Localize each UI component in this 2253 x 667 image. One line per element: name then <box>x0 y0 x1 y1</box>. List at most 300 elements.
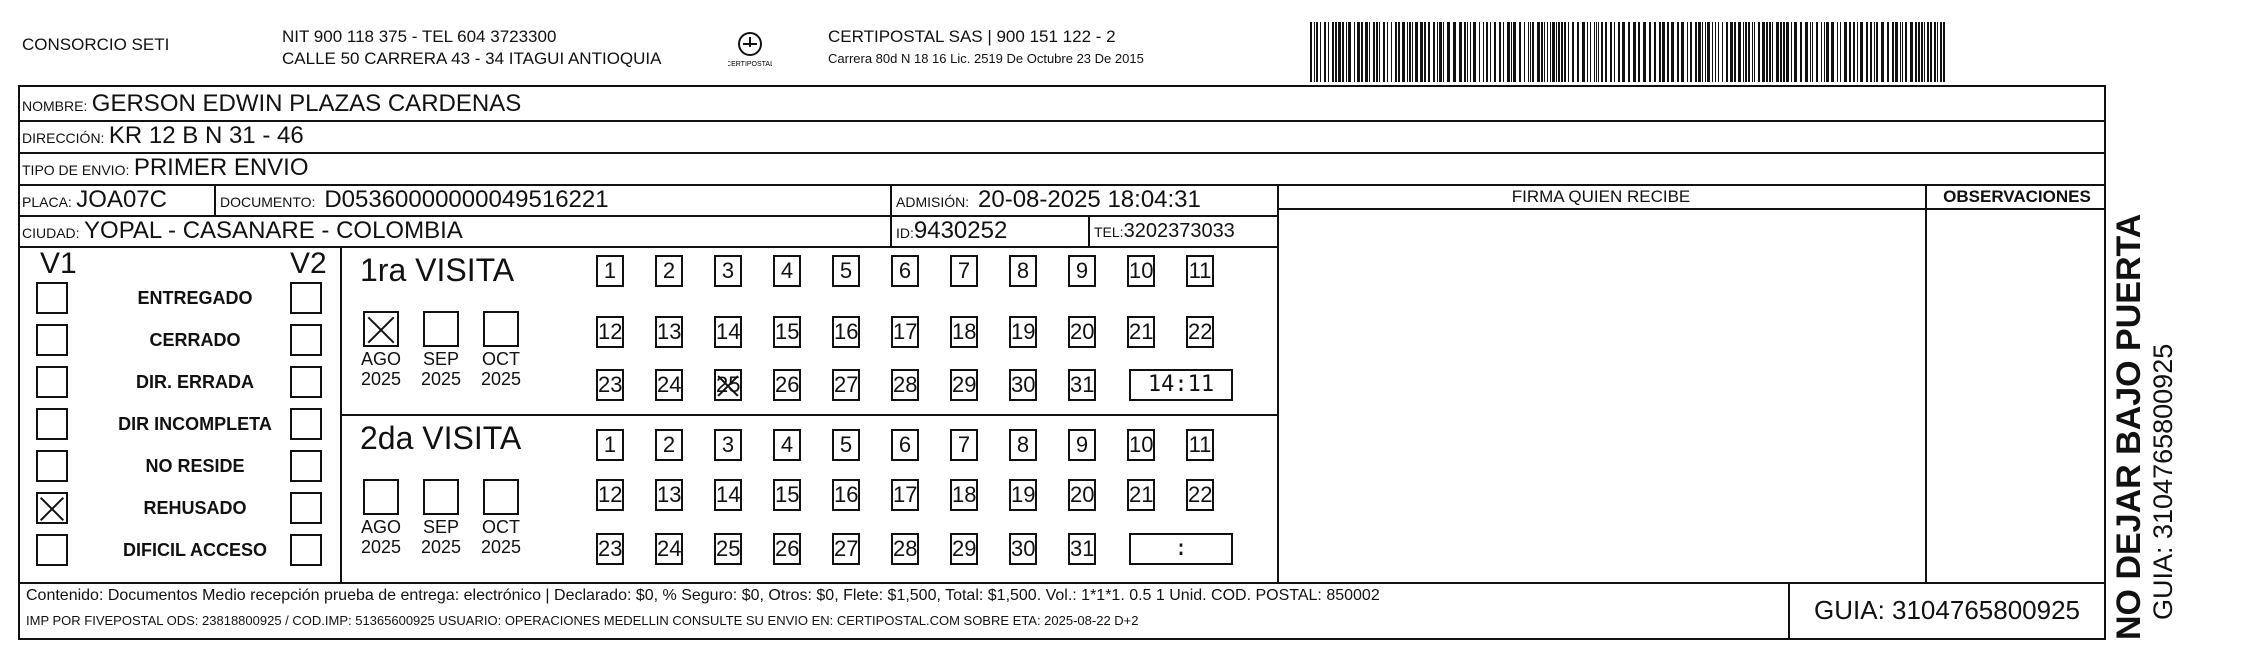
id-value: 9430252 <box>913 217 1008 244</box>
barcode-bar <box>1494 22 1496 82</box>
visit2-day[interactable]: 25 <box>714 533 742 565</box>
firma-header: FIRMA QUIEN RECIBE <box>1511 187 1691 206</box>
visit2-day[interactable]: 11 <box>1186 429 1214 461</box>
barcode-bar <box>1528 22 1529 82</box>
barcode-bar <box>1320 22 1321 82</box>
barcode-bar <box>1490 22 1491 82</box>
visit2-day[interactable]: 5 <box>832 429 860 461</box>
v1-header: V1 <box>40 247 77 280</box>
barcode-bar <box>1519 22 1521 82</box>
status-v2-checkbox[interactable] <box>290 450 322 482</box>
status-v2-checkbox[interactable] <box>290 282 322 314</box>
visit2-month-checkbox[interactable] <box>363 479 399 515</box>
status-label: REHUSADO <box>143 498 247 518</box>
barcode-bar <box>1507 22 1510 82</box>
barcode-bar <box>1702 22 1703 82</box>
tipo-value: PRIMER ENVIO <box>133 154 309 181</box>
license-line: Carrera 80d N 18 16 Lic. 2519 De Octubre 23 De 2015 <box>828 51 1144 66</box>
barcode-bar <box>1402 22 1405 82</box>
barcode-bar <box>1479 22 1480 82</box>
barcode-bar <box>1718 22 1719 82</box>
barcode-bar <box>1800 22 1802 82</box>
barcode-bar <box>1654 22 1656 82</box>
barcode-bar <box>1561 22 1563 82</box>
visit1-day[interactable]: 6 <box>891 255 919 287</box>
barcode-bar <box>1511 22 1512 82</box>
visit2-day[interactable]: 27 <box>832 533 860 565</box>
barcode-bar <box>1707 22 1710 82</box>
visit2-day[interactable]: 31 <box>1068 533 1096 565</box>
admision-row <box>896 185 1201 218</box>
barcode-bar <box>1346 22 1347 82</box>
barcode-bar <box>1643 22 1646 82</box>
visit1-day[interactable]: 30 <box>1009 369 1037 401</box>
barcode-bar <box>1558 22 1560 82</box>
visit2-day[interactable]: 1 <box>596 429 624 461</box>
visit2-day[interactable]: 7 <box>950 429 978 461</box>
barcode-bar <box>1667 22 1669 82</box>
barcode-bar <box>1786 22 1789 82</box>
barcode-bar <box>1357 22 1360 82</box>
certipostal-line: CERTIPOSTAL SAS | 900 151 122 - 2 <box>828 27 1116 46</box>
visit1-day[interactable]: 10 <box>1127 255 1155 287</box>
barcode-bar <box>1892 22 1894 82</box>
barcode-bar <box>1722 22 1723 82</box>
barcode-bar <box>1473 22 1476 82</box>
barcode-bar <box>1524 22 1525 82</box>
barcode-bar <box>1910 22 1913 82</box>
barcode-bar <box>1314 22 1315 82</box>
observaciones-header: OBSERVACIONES <box>1943 187 2091 206</box>
barcode-bar <box>1659 22 1661 82</box>
visit2-month-label: AGO 2025 <box>360 517 402 557</box>
barcode-bar <box>1730 22 1733 82</box>
visit2-day[interactable]: 10 <box>1127 429 1155 461</box>
visit1-day[interactable]: 24 <box>655 369 683 401</box>
ciudad-row <box>22 216 463 249</box>
barcode-bar <box>1695 22 1697 82</box>
visit1-month-label: SEP 2025 <box>420 349 462 389</box>
visit1-day[interactable]: 5 <box>832 255 860 287</box>
visit1-day[interactable]: 15 <box>773 316 801 348</box>
barcode-bar <box>1943 22 1945 82</box>
barcode-bar <box>1618 22 1620 82</box>
barcode-bar <box>1934 22 1936 82</box>
visit2-day[interactable]: 18 <box>950 479 978 511</box>
barcode-bar <box>1915 22 1917 82</box>
tel-label: TEL: <box>1094 224 1124 240</box>
barcode-bar <box>1805 22 1808 82</box>
tipo-row <box>22 153 309 186</box>
barcode-bar <box>1940 22 1942 82</box>
barcode-bar <box>1605 22 1607 82</box>
barcode-bar <box>1550 22 1551 82</box>
barcode-bar <box>1745 22 1747 82</box>
barcode-bar <box>1687 22 1688 82</box>
barcode-bar <box>1734 22 1736 82</box>
footer-guia: GUIA: 3104765800925 <box>1814 595 2080 625</box>
barcode-bar <box>1860 22 1863 82</box>
barcode-bar <box>1412 22 1413 82</box>
visit1-day[interactable]: 1 <box>596 255 624 287</box>
barcode-bar <box>1840 22 1841 82</box>
status-v1-checkbox[interactable] <box>36 408 68 440</box>
barcode-bar <box>1594 22 1595 82</box>
visit1-month-checkbox[interactable] <box>423 311 459 347</box>
barcode-bar <box>1874 22 1875 82</box>
barcode-bar <box>1328 22 1329 82</box>
barcode-bar <box>1715 22 1716 82</box>
direccion-label: DIRECCIÓN: <box>22 130 105 146</box>
visit1-day[interactable]: 11 <box>1186 255 1214 287</box>
status-v1-checkbox[interactable] <box>36 366 68 398</box>
visit2-day[interactable]: 6 <box>891 429 919 461</box>
status-label: DIR. ERRADA <box>135 372 254 392</box>
barcode-bar <box>1853 22 1855 82</box>
tel-value: 3202373033 <box>1123 220 1235 242</box>
barcode-bar <box>1544 22 1545 82</box>
visit1-day[interactable]: 3 <box>714 255 742 287</box>
barcode-bar <box>1596 22 1597 82</box>
side-guia: GUIA: 3104765800925 <box>2148 343 2178 620</box>
id-row <box>896 216 1007 249</box>
barcode-bar <box>1464 22 1466 82</box>
certipostal-logo <box>728 28 772 72</box>
visit1-day[interactable]: 2 <box>655 255 683 287</box>
status-label: ENTREGADO <box>137 288 253 308</box>
barcode-bar <box>1738 22 1741 82</box>
barcode-bar <box>1824 22 1825 82</box>
barcode-bar <box>1453 22 1456 82</box>
visit1-time-field[interactable]: 14:11 <box>1129 369 1233 401</box>
id-label: ID: <box>896 225 914 241</box>
placa-row <box>22 185 167 218</box>
barcode-bar <box>1927 22 1929 82</box>
barcode-bar <box>1677 22 1679 82</box>
visit1-day[interactable]: 18 <box>950 316 978 348</box>
barcode-bar <box>1443 22 1444 82</box>
barcode-bar <box>1638 22 1640 82</box>
barcode-bar <box>1568 22 1569 82</box>
barcode-bar <box>1662 22 1665 82</box>
visit1-day[interactable]: 7 <box>950 255 978 287</box>
status-v1-checkbox[interactable] <box>36 534 68 566</box>
barcode-bar <box>1428 22 1430 82</box>
barcode-bar <box>1831 22 1834 82</box>
barcode-bar <box>1690 22 1692 82</box>
barcode-bar <box>1338 22 1341 82</box>
barcode-bar <box>1470 22 1471 82</box>
barcode-bar <box>1530 22 1531 82</box>
visit1-day[interactable]: 9 <box>1068 255 1096 287</box>
documento-label: DOCUMENTO: <box>220 194 316 210</box>
visit1-day[interactable]: 8 <box>1009 255 1037 287</box>
visit2-day[interactable]: 2 <box>655 429 683 461</box>
status-v2-checkbox[interactable] <box>290 366 322 398</box>
visit2-day[interactable]: 15 <box>773 479 801 511</box>
barcode-bar <box>1379 22 1380 82</box>
barcode-bar <box>1810 22 1811 82</box>
barcode-bar <box>1342 22 1344 82</box>
visit1-day[interactable]: 31 <box>1068 369 1096 401</box>
barcode-bar <box>1552 22 1555 82</box>
visit1-day[interactable]: 25 <box>714 369 742 401</box>
visit1-day[interactable]: 23 <box>596 369 624 401</box>
visit2-day[interactable]: 24 <box>655 533 683 565</box>
barcode-bar <box>1420 22 1423 82</box>
barcode-bar <box>1857 22 1858 82</box>
barcode-bar <box>1348 22 1351 82</box>
barcode-bar <box>1415 22 1418 82</box>
visit1-month-label: OCT 2025 <box>480 349 522 389</box>
barcode-bar <box>1887 22 1889 82</box>
barcode-bar <box>1633 22 1636 82</box>
barcode-bar <box>1409 22 1411 82</box>
footer-imp: IMP POR FIVEPOSTAL ODS: 23818800925 / COD.IMP: 51365600925 USUARIO: OPERACIONES MEDELLIN CONSULTE SU ENVIO EN: CERTIPOSTAL.COM SOBRE ETA: 2025-08-22 D+2 <box>26 613 1139 628</box>
admision-value: 20-08-2025 18:04:31 <box>978 186 1201 213</box>
barcode-bar <box>1335 22 1337 82</box>
status-v2-checkbox[interactable] <box>290 534 322 566</box>
barcode-bar <box>1459 22 1462 82</box>
barcode-bar <box>1447 22 1450 82</box>
visit1-day[interactable]: 14 <box>714 316 742 348</box>
barcode-bar <box>1577 22 1579 82</box>
barcode-bar <box>1407 22 1408 82</box>
v2-header: V2 <box>290 247 327 280</box>
barcode-bar <box>1754 22 1755 82</box>
barcode-bar <box>1758 22 1760 82</box>
barcode-bar <box>1486 22 1488 82</box>
direccion-row <box>22 121 304 154</box>
placa-label: PLACA: <box>22 194 72 210</box>
visit1-day[interactable]: 29 <box>950 369 978 401</box>
nombre-row <box>22 89 521 122</box>
status-v2-checkbox[interactable] <box>290 492 322 524</box>
status-v1-checkbox[interactable] <box>36 282 68 314</box>
barcode-bar <box>1590 22 1591 82</box>
barcode-bar <box>1437 22 1438 82</box>
barcode-bar <box>1541 22 1543 82</box>
status-label: DIR INCOMPLETA <box>118 414 272 434</box>
barcode-bar <box>1849 22 1851 82</box>
barcode-bar <box>1365 22 1368 82</box>
status-label: DIFICIL ACCESO <box>122 540 267 560</box>
visit1-day[interactable]: 21 <box>1127 316 1155 348</box>
visit1-day[interactable]: 28 <box>891 369 919 401</box>
barcode-bar <box>1398 22 1400 82</box>
visit1-day[interactable]: 22 <box>1186 316 1214 348</box>
visit2-title: 2da VISITA <box>360 420 522 456</box>
visit2-day[interactable]: 30 <box>1009 533 1037 565</box>
status-label: CERRADO <box>149 330 241 350</box>
status-label: NO RESIDE <box>145 456 245 476</box>
barcode-bar <box>1532 22 1534 82</box>
admision-label: ADMISIÓN: <box>896 194 970 210</box>
barcode-bar <box>1310 22 1312 82</box>
nit-line: NIT 900 118 375 - TEL 604 3723300 <box>282 27 557 46</box>
visit2-day[interactable]: 28 <box>891 533 919 565</box>
barcode-bar <box>1614 22 1615 82</box>
barcode-bar <box>1705 22 1706 82</box>
barcode-bar <box>1924 22 1925 82</box>
visit2-month-label: OCT 2025 <box>480 517 522 557</box>
barcode-bar <box>1503 22 1504 82</box>
barcode-bar <box>1354 22 1355 82</box>
barcode-bar <box>1902 22 1903 82</box>
placa-value: JOA07C <box>76 186 167 213</box>
documento-value: D05360000000049516221 <box>324 186 609 213</box>
barcode-bar <box>1537 22 1540 82</box>
barcode-bar <box>1937 22 1938 82</box>
documento-row <box>220 185 609 218</box>
barcode-bar <box>1373 22 1375 82</box>
visit2-day[interactable]: 14 <box>714 479 742 511</box>
visit1-day[interactable]: 26 <box>773 369 801 401</box>
barcode-bar <box>1671 22 1674 82</box>
delivery-card <box>18 85 2106 640</box>
company-name: CONSORCIO SETI <box>22 35 170 54</box>
barcode-bar <box>1791 22 1792 82</box>
barcode-bar <box>1921 22 1923 82</box>
ciudad-value: YOPAL - CASANARE - COLOMBIA <box>84 217 463 244</box>
side-text <box>2110 214 2178 640</box>
barcode-bar <box>1726 22 1728 82</box>
visit2-month-checkbox[interactable] <box>423 479 459 515</box>
barcode-bar <box>1598 22 1599 82</box>
barcode-bar <box>1387 22 1388 82</box>
barcode-bar <box>1467 22 1468 82</box>
barcode-bar <box>1439 22 1442 82</box>
visit1-day[interactable]: 19 <box>1009 316 1037 348</box>
status-v2-checkbox[interactable] <box>290 408 322 440</box>
barcode-bar <box>1769 22 1771 82</box>
visit1-day[interactable]: 12 <box>596 316 624 348</box>
visit2-month-checkbox[interactable] <box>483 479 519 515</box>
barcode-bar <box>1743 22 1744 82</box>
barcode-bar <box>1332 22 1334 82</box>
barcode-bar <box>1383 22 1385 82</box>
barcode-bar <box>1622 22 1625 82</box>
visit2-day[interactable]: 23 <box>596 533 624 565</box>
visit2-day[interactable]: 13 <box>655 479 683 511</box>
barcode-bar <box>1483 22 1484 82</box>
barcode-bar <box>1572 22 1574 82</box>
barcode-bar <box>1895 22 1898 82</box>
barcode-bar <box>1712 22 1713 82</box>
barcode-bar <box>1776 22 1779 82</box>
visit1-day[interactable]: 17 <box>891 316 919 348</box>
barcode-bar <box>1930 22 1932 82</box>
visit2-day[interactable]: 3 <box>714 429 742 461</box>
barcode-bar <box>1918 22 1920 82</box>
visit2-day[interactable]: 8 <box>1009 429 1037 461</box>
tel-row <box>1094 216 1235 248</box>
status-v2-checkbox[interactable] <box>290 324 322 356</box>
barcode-bar <box>1369 22 1370 82</box>
barcode-bar <box>1316 22 1318 82</box>
visit2-month-label: SEP 2025 <box>420 517 462 557</box>
barcode-bar <box>1752 22 1753 82</box>
visit2-time-field[interactable]: : <box>1129 533 1233 565</box>
barcode-bar <box>1582 22 1585 82</box>
side-warning: NO DEJAR BAJO PUERTA <box>2110 213 2148 640</box>
visit2-day[interactable]: 20 <box>1068 479 1096 511</box>
barcode-image <box>1310 22 1948 82</box>
visit2-day[interactable]: 19 <box>1009 479 1037 511</box>
barcode-bar <box>1391 22 1392 82</box>
tipo-label: TIPO DE ENVIO: <box>22 162 130 178</box>
visit2-day[interactable]: 16 <box>832 479 860 511</box>
barcode-bar <box>1837 22 1838 82</box>
visit1-month-checkbox[interactable] <box>483 311 519 347</box>
status-v1-checkbox[interactable] <box>36 324 68 356</box>
visit1-month-checkbox[interactable] <box>363 311 399 347</box>
barcode-bar <box>1610 22 1612 82</box>
svg-text:CERTIPOSTAL: CERTIPOSTAL <box>728 61 772 68</box>
barcode-bar <box>1844 22 1847 82</box>
barcode-bar <box>1433 22 1435 82</box>
barcode-bar <box>1698 22 1701 82</box>
visit1-day[interactable]: 16 <box>832 316 860 348</box>
barcode-bar <box>1876 22 1878 82</box>
barcode-bar <box>1766 22 1768 82</box>
barcode-bar <box>1748 22 1750 82</box>
status-v1-checkbox[interactable] <box>36 450 68 482</box>
visit1-day[interactable]: 13 <box>655 316 683 348</box>
status-v1-checkbox[interactable] <box>36 492 68 524</box>
barcode-bar <box>1564 22 1566 82</box>
address-line: CALLE 50 CARRERA 43 - 34 ITAGUI ANTIOQUIA <box>282 49 662 68</box>
visit2-day[interactable]: 12 <box>596 479 624 511</box>
visit1-day[interactable]: 27 <box>832 369 860 401</box>
barcode-bar <box>1681 22 1684 82</box>
barcode-bar <box>1587 22 1588 82</box>
barcode-bar <box>1816 22 1818 82</box>
barcode-bar <box>1628 22 1630 82</box>
visit1-month-label: AGO 2025 <box>360 349 402 389</box>
visit2-day[interactable]: 26 <box>773 533 801 565</box>
visit2-day[interactable]: 29 <box>950 533 978 565</box>
footer-contenido: Contenido: Documentos Medio recepción prueba de entrega: electrónico | Declarado: $0, % Seguro: $0, Otros: $0, Flete: $1,500, Total: $1,500. Vol.: 1*1*1. 0.5 1 Unid. COD. POSTAL: 850002 <box>26 587 1380 604</box>
barcode-bar <box>1812 22 1813 82</box>
barcode-bar <box>1547 22 1548 82</box>
barcode-bar <box>1780 22 1782 82</box>
barcode-bar <box>1499 22 1501 82</box>
visit2-day[interactable]: 21 <box>1127 479 1155 511</box>
barcode-bar <box>1324 22 1326 82</box>
visit1-day[interactable]: 4 <box>773 255 801 287</box>
barcode-bar <box>1649 22 1651 82</box>
nombre-value: GERSON EDWIN PLAZAS CARDENAS <box>91 90 522 117</box>
direccion-value: KR 12 B N 31 - 46 <box>108 122 304 149</box>
ciudad-label: CIUDAD: <box>22 225 80 241</box>
visit1-day[interactable]: 20 <box>1068 316 1096 348</box>
visit2-day[interactable]: 4 <box>773 429 801 461</box>
barcode-bar <box>1866 22 1868 82</box>
visit2-day[interactable]: 17 <box>891 479 919 511</box>
barcode-bar <box>1395 22 1397 82</box>
barcode-bar <box>1601 22 1603 82</box>
barcode-bar <box>1900 22 1901 82</box>
barcode-bar <box>1794 22 1797 82</box>
visit2-day[interactable]: 22 <box>1186 479 1214 511</box>
barcode-bar <box>1361 22 1363 82</box>
visit1-title: 1ra VISITA <box>360 252 515 288</box>
barcode-bar <box>1821 22 1822 82</box>
nombre-label: NOMBRE: <box>22 98 88 114</box>
barcode-bar <box>1783 22 1785 82</box>
visit2-day[interactable]: 9 <box>1068 429 1096 461</box>
